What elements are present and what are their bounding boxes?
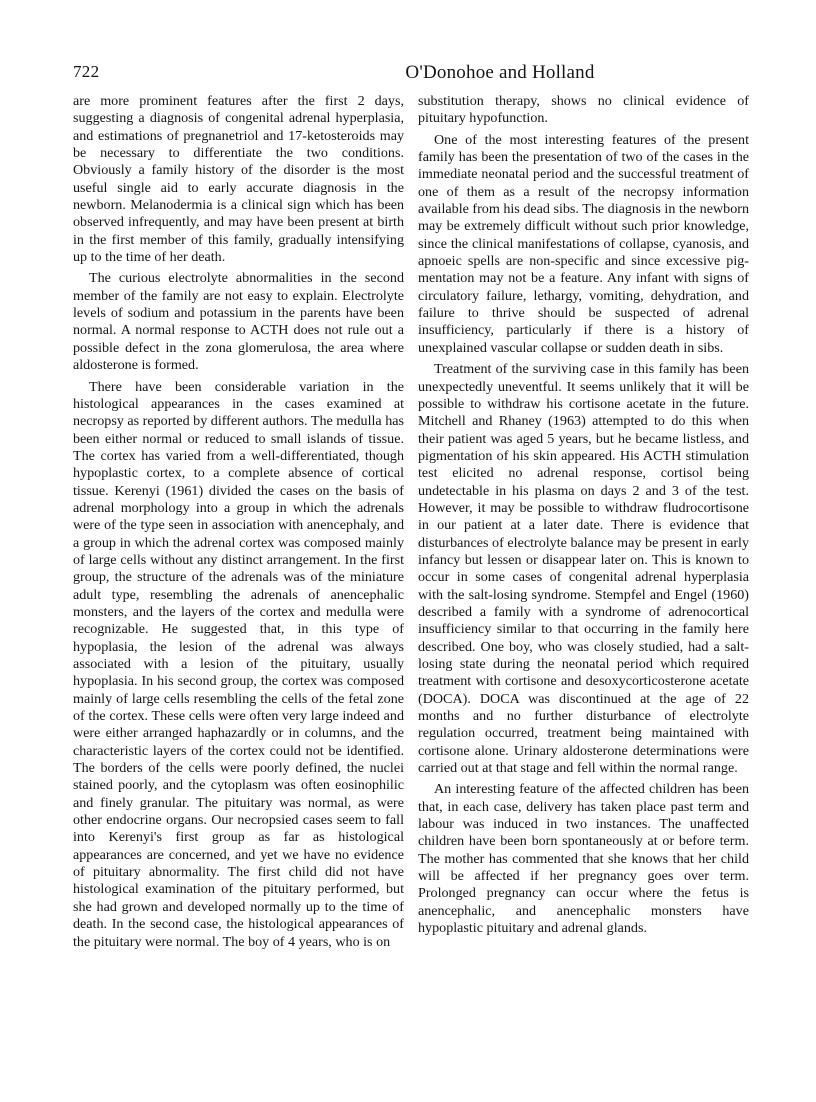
body-paragraph: The curious electrolyte abnormalities in the second member of the family are not easy to explain. Electrolyte levels of sodium and potassium in the parents have been normal. A normal response to ACTH does not rule out a possible defect in the zona glomerulosa, the area where aldosterone is formed.: [73, 270, 404, 374]
body-paragraph: There have been considerable variation in the histological appearances in the cases examined at necropsy as reported by different authors. The medulla has been either normal or reduced to small islands of tissue. The cortex has varied from a well-differentiated, though hypoplastic cortex, to a complete absence of cortical tissue. Kerenyi (1961) divided the cases on the basis of adrenal morphology into a group in which the adrenals were of the type seen in association with anencephaly, and a group in which the adrenal cortex was composed mainly of large cells without any distinct arrangement. In the first group, the structure of the adrenals was of the miniature adult type, resembling the adrenals of anencephalic monsters, and the layers of the cortex and medulla were recognizable. He suggested that, in this type of hypoplasia, the lesion of the adrenal was always associated with a lesion of the pituitary, usually hypoplasia. In his second group, the cortex was composed mainly of large cells resembling the cells of the fetal zone of the cortex. These cells were often very large indeed and were either arranged haphazardly or in columns, and the characteristic layers of the cortex could not be identified. The borders of the cells were poorly defined, the nuclei stained poorly, and the cytoplasm was often eosinophilic and finely granular. The pituitary was normal, as were other endocrine organs. Our necropsied cases seem to fall into Kerenyi's first group as far as histological appearances are concerned, and yet we have no evidence of pituitary abnormality. The first child did not have histological examination of the pituitary performed, but she had grown and developed normally up to the time of death. In the second case, the histological appearances of the pituitary were normal. The boy of 4 years, who is on: [73, 378, 404, 950]
left-column: [73, 93, 404, 951]
running-head: O'Donohoe and Holland: [405, 62, 595, 83]
body-paragraph: An interesting feature of the affected children has been that, in each case, delivery has taken place past term and labour was induced in two instances. The unaffected children have been born spontaneously at or before term. The mother has commented that she knows that her child will be affected if her pregnancy goes over term. Prolonged pregnancy can occur where the fetus is anencephalic, and anencephalic monsters have hypoplastic pituitary and adrenal glands.: [418, 781, 749, 937]
body-paragraph: substitution therapy, shows no clinical evidence of pituitary hypofunction.: [418, 93, 749, 127]
body-paragraph: One of the most interesting features of the present family has been the presentation of two of the cases in the immediate neonatal period and the successful treatment of one of them as a result of the necropsy information available from his dead sibs. The diagnosis in the newborn may be extremely difficult without such prior knowledge, since the clinical manifestations of collapse, cyanosis, and apnoeic spells are non-specific and since excessive pigmentation may not be a feature. Any infant with signs of circulatory failure, lethargy, vomiting, dehydration, and failure to thrive should be suspected of adrenal insufficiency, particularly if there is a history of unexplained vascular collapse or sudden death in sibs.: [418, 131, 749, 356]
body-paragraph: are more prominent features after the first 2 days, suggesting a diagnosis of congenital adrenal hyperplasia, and estimations of pregnanetriol and 17-ketosteroids may be necessary to differentiate the two conditions. Obviously a family history of the disorder is the most useful single aid to early accurate diagnosis in the newborn. Melanodermia is a clinical sign which has been observed infrequently, and may have been present at birth in the first member of this family, gradually intensifying up to the time of her death.: [73, 93, 404, 266]
right-column: [418, 93, 749, 938]
body-paragraph: Treatment of the surviving case in this family has been unexpectedly uneventful. It seems unlikely that it will be possible to withdraw his cortisone acetate in the future. Mitchell and Rhaney (1963) attempted to do this when their patient was aged 5 years, but he became listless, and pigmentation of his skin appeared. His ACTH stimulation test elicited no adrenal response, cortisol being undetectable in his plasma on days 2 and 3 of the test. However, it may be possible to withdraw fludrocortisone in our patient at a later date. There is evidence that disturbances of electrolyte balance may be present in early infancy but lessen or disappear later on. This is known to occur in some cases of congenital adrenal hyperplasia with the salt-losing syndrome. Stempfel and Engel (1960) described a family with a syndrome of adrenocortical insufficiency similar to that occurring in the family here described. One boy, who was closely studied, had a salt-losing state during the neonatal period which required treatment with cortisone and desoxycorticosterone acetate (DOCA). DOCA was discontinued at the age of 22 months and no further disturbance of electrolyte regulation occurred, treatment being maintained with cortisone alone. Urinary aldosterone determinations were carried out at that stage and fell within the normal range.: [418, 361, 749, 777]
page-number: 722: [73, 62, 100, 81]
